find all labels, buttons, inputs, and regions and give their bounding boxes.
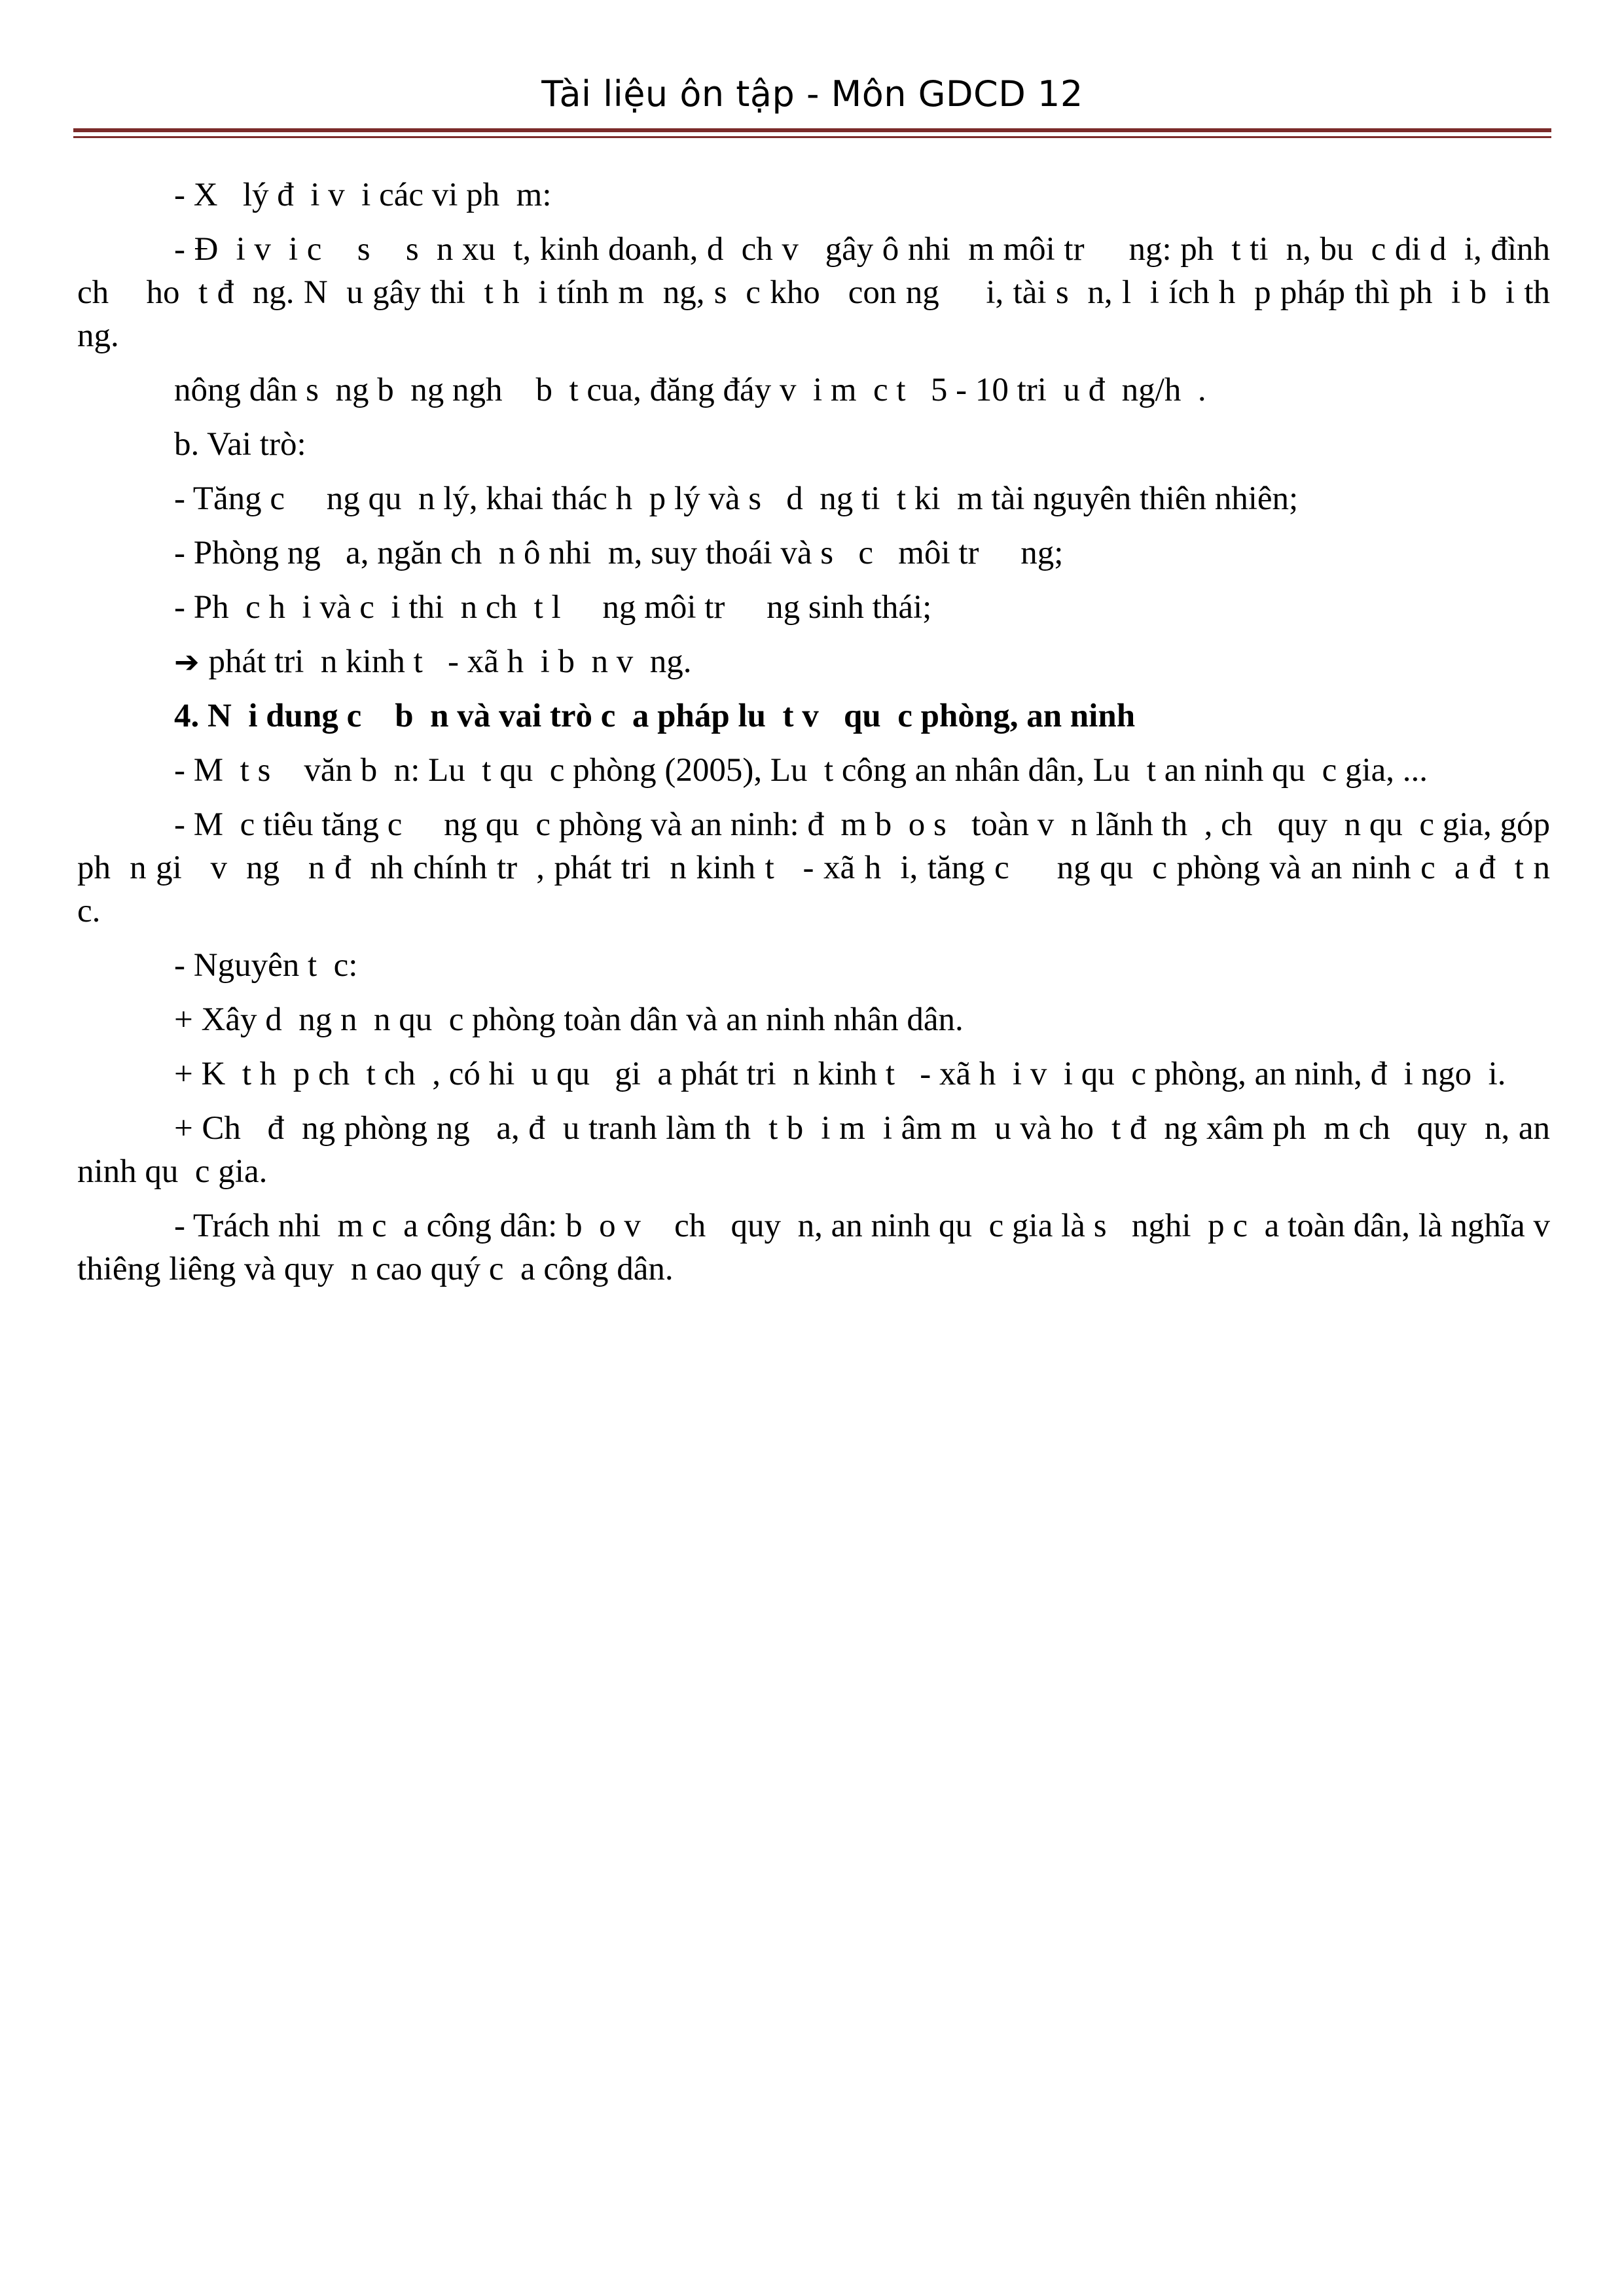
paragraph-text: - Nguyên t c: bbox=[174, 947, 358, 984]
paragraph-text: - Ph c h i và c i thi n ch t l ng môi tr ng sinh thái; bbox=[174, 589, 932, 626]
paragraph-nong-dan bbox=[77, 368, 1550, 412]
paragraph-chu-dong bbox=[77, 1107, 1559, 1193]
right-arrow-icon: ➔ bbox=[174, 644, 200, 679]
paragraph-text: - Tăng c ng qu n lý, khai thác h p lý và s d ng ti t ki m tài nguyên thiên nhiên; bbox=[174, 480, 1299, 517]
paragraph-x-ly bbox=[77, 173, 1550, 217]
paragraph-muc-tieu bbox=[77, 803, 1592, 933]
paragraph-doi-voi-co-so bbox=[77, 228, 1592, 357]
paragraph-mot-so-van-ban bbox=[77, 749, 1550, 792]
section-heading-quoc-phong bbox=[77, 694, 1550, 738]
page-header-title: Tài liệu ôn tập - Môn GDCD 12 bbox=[541, 73, 1083, 115]
paragraph-text: - X lý đ i v i các vi ph m: bbox=[174, 177, 552, 213]
paragraph-phat-trien bbox=[77, 640, 1550, 683]
paragraph-tang-cuong bbox=[77, 477, 1550, 520]
header-rule-thick bbox=[73, 128, 1551, 132]
paragraph-text: - Trách nhi m c a công dân: b o v ch quy n, an ninh qu c gia là s nghi p c a toàn dân, là nghĩa v thiêng liêng và quy n cao quý c a công dân. bbox=[77, 1208, 1576, 1287]
paragraph-text: - M c tiêu tăng c ng qu c phòng và an ninh: đ m b o s toàn v n lãnh th , ch quy n qu c gia, góp ph n gi v ng n đ nh chính tr , phát tri n kinh t - xã h i, tăng c ng qu c phòng và an ninh c a đ t n c. bbox=[77, 806, 1592, 929]
paragraph-text: - Phòng ng a, ngăn ch n ô nhi m, suy thoái và s c môi tr ng; bbox=[174, 535, 1064, 571]
paragraph-text: + Ch đ ng phòng ng a, đ u tranh làm th t b i m i âm m u và ho t đ ng xâm ph m ch quy n, an ninh qu c gia. bbox=[77, 1110, 1559, 1190]
paragraph-text: nông dân s ng b ng ngh b t cua, đăng đáy v i m c t 5 - 10 tri u đ ng/h . bbox=[174, 372, 1206, 408]
header-rule-thin bbox=[73, 136, 1551, 138]
paragraph-text: + Xây d ng n n qu c phòng toàn dân và an ninh nhân dân. bbox=[174, 1001, 964, 1038]
paragraph-text: b. Vai trò: bbox=[174, 426, 306, 463]
paragraph-phuc-hoi bbox=[77, 586, 1550, 629]
paragraph-text: - Đ i v i c s s n xu t, kinh doanh, d ch v gây ô nhi m môi tr ng: ph t ti n, bu c di d i, đình ch ho t đ ng. N u gây thi t h i tính m ng, s c kho con ng i, tài s n, l i ích h p pháp thì ph i b i th ng. bbox=[77, 231, 1592, 354]
document-body bbox=[77, 173, 1592, 1302]
paragraph-trach-nhiem bbox=[77, 1204, 1576, 1291]
paragraph-text: 4. N i dung c b n và vai trò c a pháp lu t v qu c phòng, an ninh bbox=[174, 698, 1136, 734]
paragraph-text: + K t h p ch t ch , có hi u qu gi a phát tri n kinh t - xã h i v i qu c phòng, an ninh, đ i ngo i. bbox=[174, 1056, 1506, 1092]
paragraph-text: phát tri n kinh t - xã h i b n v ng. bbox=[208, 643, 692, 680]
paragraph-nguyen-tac bbox=[77, 944, 1550, 987]
paragraph-vai-tro-heading bbox=[77, 423, 1550, 466]
paragraph-text: - M t s văn b n: Lu t qu c phòng (2005), Lu t công an nhân dân, Lu t an ninh qu c gia, ... bbox=[174, 752, 1428, 789]
paragraph-phong-ngua bbox=[77, 531, 1550, 575]
paragraph-ket-hop bbox=[77, 1052, 1550, 1096]
paragraph-xay-dung bbox=[77, 998, 1550, 1041]
